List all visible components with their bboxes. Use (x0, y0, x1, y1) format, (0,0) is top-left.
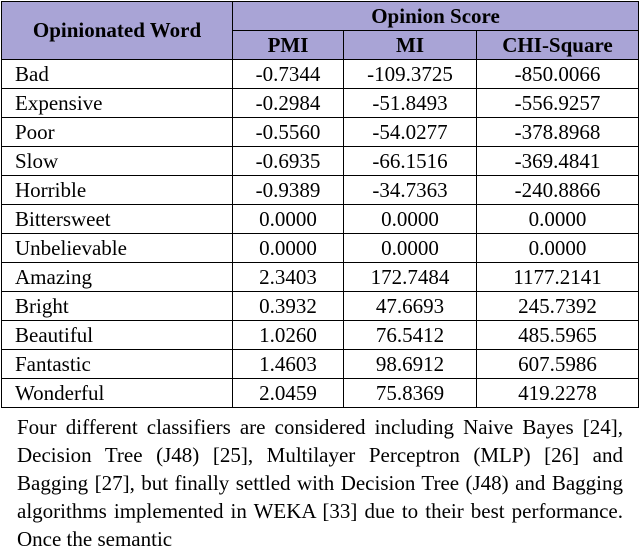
word-cell: Expensive (2, 89, 233, 118)
pmi-cell: 1.4603 (233, 350, 344, 379)
word-cell: Beautiful (2, 321, 233, 350)
pmi-cell: -0.6935 (233, 147, 344, 176)
pmi-cell: 0.0000 (233, 205, 344, 234)
header-pmi: PMI (233, 31, 344, 60)
mi-cell: 47.6693 (344, 292, 477, 321)
chi-square-cell: 1177.2141 (477, 263, 639, 292)
table-row (2, 60, 639, 89)
word-cell: Amazing (2, 263, 233, 292)
pmi-cell: 0.0000 (233, 234, 344, 263)
pmi-cell: -0.5560 (233, 118, 344, 147)
table-row (2, 321, 639, 350)
mi-cell: 98.6912 (344, 350, 477, 379)
table-row (2, 234, 639, 263)
pmi-cell: -0.2984 (233, 89, 344, 118)
header-opinion-score: Opinion Score (233, 2, 639, 31)
chi-square-cell: 0.0000 (477, 234, 639, 263)
table-header-row (2, 2, 639, 31)
chi-square-cell: 607.5986 (477, 350, 639, 379)
chi-square-cell: -240.8866 (477, 176, 639, 205)
word-cell: Bad (2, 60, 233, 89)
word-cell: Wonderful (2, 379, 233, 408)
pmi-cell: -0.7344 (233, 60, 344, 89)
header-mi: MI (344, 31, 477, 60)
word-cell: Bittersweet (2, 205, 233, 234)
mi-cell: -66.1516 (344, 147, 477, 176)
chi-square-cell: -369.4841 (477, 147, 639, 176)
pmi-cell: 0.3932 (233, 292, 344, 321)
table-row (2, 205, 639, 234)
pmi-cell: -0.9389 (233, 176, 344, 205)
word-cell: Poor (2, 118, 233, 147)
word-cell: Fantastic (2, 350, 233, 379)
word-cell: Slow (2, 147, 233, 176)
opinion-score-table (1, 1, 639, 408)
table-row (2, 379, 639, 408)
mi-cell: -54.0277 (344, 118, 477, 147)
table-row (2, 89, 639, 118)
mi-cell: 0.0000 (344, 205, 477, 234)
chi-square-cell: 485.5965 (477, 321, 639, 350)
chi-square-cell: -850.0066 (477, 60, 639, 89)
chi-square-cell: 0.0000 (477, 205, 639, 234)
mi-cell: -109.3725 (344, 60, 477, 89)
table-row (2, 350, 639, 379)
mi-cell: 0.0000 (344, 234, 477, 263)
header-opinionated-word: Opinionated Word (2, 2, 233, 60)
mi-cell: 75.8369 (344, 379, 477, 408)
word-cell: Bright (2, 292, 233, 321)
table-row (2, 118, 639, 147)
body-paragraph: Four different classifiers are considered including Naive Bayes [24], Decision Tree (J48) [25], Multilayer Perceptron (MLP) [26] and Bagging [27], but finally settled with Decision Tree (J48) and Bagging algorithms implemented in WEKA [33] due to their best performance. Once the semantic (17, 415, 623, 551)
word-cell: Unbelievable (2, 234, 233, 263)
mi-cell: 172.7484 (344, 263, 477, 292)
pmi-cell: 2.0459 (233, 379, 344, 408)
table-row (2, 263, 639, 292)
mi-cell: 76.5412 (344, 321, 477, 350)
chi-square-cell: 245.7392 (477, 292, 639, 321)
header-chi-square: CHI-Square (477, 31, 639, 60)
chi-square-cell: -556.9257 (477, 89, 639, 118)
mi-cell: -51.8493 (344, 89, 477, 118)
table-row (2, 176, 639, 205)
mi-cell: -34.7363 (344, 176, 477, 205)
chi-square-cell: -378.8968 (477, 118, 639, 147)
chi-square-cell: 419.2278 (477, 379, 639, 408)
table-row (2, 292, 639, 321)
pmi-cell: 2.3403 (233, 263, 344, 292)
pmi-cell: 1.0260 (233, 321, 344, 350)
word-cell: Horrible (2, 176, 233, 205)
table-row (2, 147, 639, 176)
